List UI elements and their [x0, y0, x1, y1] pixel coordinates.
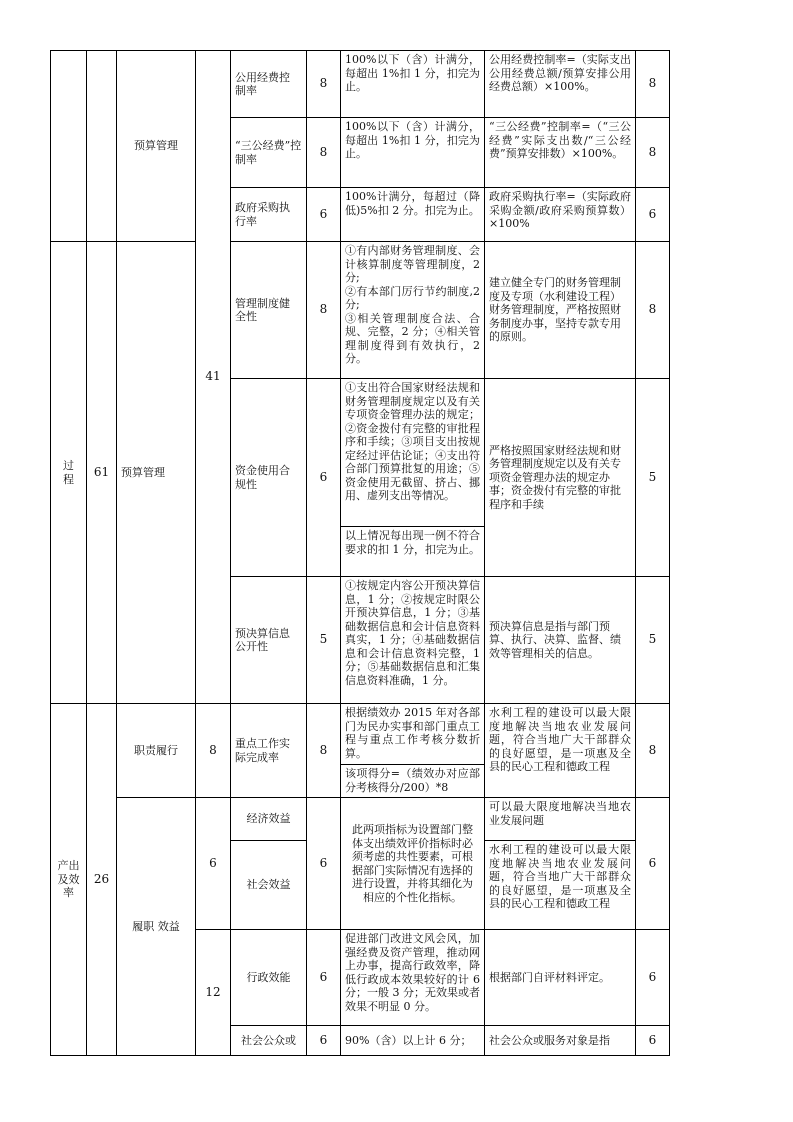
indicator-description: “三公经费”控制率=（“三公经费”实际支出数/“三公经费”预算安排数）×100%。	[484, 117, 636, 188]
indicator-description: 根据部门自评材料评定。	[484, 929, 636, 1026]
level2-duty: 职责履行	[116, 703, 196, 798]
indicator-name: 预决算信息 公开性	[230, 576, 307, 704]
indicator-score: 8	[306, 117, 341, 188]
indicator-score: 6	[306, 187, 341, 242]
indicator-criteria: 根据绩效办 2015 年对各部门为民办实事和部门重点工程与重点工作考核分数折算。	[340, 703, 485, 765]
indicator-name: 重点工作实 际完成率	[230, 703, 307, 798]
indicator-description: 水利工程的建设可以最大限度地解决当地农业发展问题，符合当地广大干部群众的良好愿望，是一项惠及全县的民心工程和德政工程	[484, 703, 636, 798]
indicator-score: 6	[306, 929, 341, 1026]
level1-score-output: 26	[86, 703, 117, 1056]
indicator-description: 社会公众或服务对象是指	[484, 1025, 636, 1056]
indicator-score: 8	[306, 50, 341, 118]
indicator-name: 行政效能	[230, 929, 307, 1026]
indicator-weight: 5	[635, 378, 670, 577]
indicator-name: 公用经费控 制率	[230, 50, 307, 118]
indicator-name: 社会公众或	[230, 1025, 307, 1056]
indicator-score: 5	[306, 576, 341, 704]
indicator-criteria: ①有内部财务管理制度、会计核算制度等管理制度，2 分; ②有本部门厉行节约制度,2 分; ③相关管理制度合法、合规、完整，2 分；④相关管理制度得到有效执行，2 分。	[340, 241, 485, 379]
indicator-description: 预决算信息是指与部门预算、执行、决算、监督、绩效等管理相关的信息。	[484, 576, 636, 704]
indicator-weight: 6	[635, 1025, 670, 1056]
indicator-description: 建立健全专门的财务管理制度及专项（水利建设工程）财务管理制度，严格按照财务制度办事，坚持专款专用的原则。	[484, 241, 636, 379]
indicator-description: 公用经费控制率=（实际支出公用经费总额/预算安排公用经费总额）×100%。	[484, 50, 636, 118]
indicator-name: 资金使用合 规性	[230, 378, 307, 577]
indicator-criteria: 此两项指标为设置部门整体支出绩效评价指标时必须考虑的共性要素，可根据部门实际情况有选择的进行设置，并将其细化为相应的个性化指标。	[340, 797, 485, 930]
indicator-description: 政府采购执行率=（实际政府采购金额/政府采购预算数）×100%	[484, 187, 636, 242]
indicator-score: 8	[306, 703, 341, 798]
indicator-weight: 5	[635, 576, 670, 704]
indicator-name: “三公经费”控制率	[230, 117, 307, 188]
indicator-criteria: 100%以下（含）计满分，每超出 1%扣 1 分，扣完为止。	[340, 117, 485, 188]
level2-budget-mid: 预算管理	[116, 241, 196, 704]
indicator-name: 政府采购执 行率	[230, 187, 307, 242]
indicator-criteria: 促进部门改进文风会风，加强经费及资产管理，推动网上办事，提高行政效率，降低行政成本效果较好的计 6 分；一般 3 分；无效果或者效果不明显 0 分。	[340, 929, 485, 1026]
indicator-weight: 8	[635, 50, 670, 118]
indicator-weight: 8	[635, 241, 670, 379]
indicator-weight: 6	[635, 187, 670, 242]
indicator-description: 严格按照国家财经法规和财务管理制度规定以及有关专项资金管理办法的规定办事；资金拨付有完整的审批程序和手续	[484, 378, 636, 577]
indicator-score: 6	[306, 378, 341, 577]
indicator-score: 6	[306, 797, 341, 930]
level2-score-effect-b: 12	[195, 929, 231, 1056]
indicator-criteria: 90%（含）以上计 6 分；	[340, 1025, 485, 1056]
indicator-description: 水利工程的建设可以最大限度地解决当地农业发展问题，符合当地广大干部群众的良好愿望，是一项惠及全县的民心工程和德政工程	[484, 840, 636, 930]
indicator-criteria-extra: 以上情况每出现一例不符合要求的扣 1 分，扣完为止。	[340, 526, 485, 577]
level1-score-process: 61	[86, 241, 117, 704]
level2-score-budget: 41	[195, 50, 231, 704]
indicator-weight: 8	[635, 703, 670, 798]
indicator-description: 可以最大限度地解决当地农业发展问题	[484, 797, 636, 841]
level2-score-effect-a: 6	[195, 797, 231, 930]
indicator-name: 经济效益	[230, 797, 307, 841]
level2-budget-top: 预算管理	[116, 50, 196, 242]
level2-score-duty: 8	[195, 703, 231, 798]
indicator-weight: 6	[635, 929, 670, 1026]
level1-blank	[50, 50, 87, 242]
indicator-criteria: 100%以下（含）计满分，每超出 1%扣 1 分，扣完为止。	[340, 50, 485, 118]
indicator-criteria: 100%计满分，每超过（降低)5%扣 2 分。扣完为止。	[340, 187, 485, 242]
indicator-criteria: ①支出符合国家财经法规和财务管理制度规定以及有关专项资金管理办法的规定；②资金拨付有完整的审批程序和手续；③项目支出按规定经过评估论证；④支出符合部门预算批复的用途；⑤资金使用无截留、挤占、挪用、虚列支出等情况。	[340, 378, 485, 527]
indicator-name: 社会效益	[230, 840, 307, 930]
indicator-name: 管理制度健 全性	[230, 241, 307, 379]
level1-output: 产出 及效 率	[50, 703, 87, 1056]
indicator-weight: 8	[635, 117, 670, 188]
indicator-score: 8	[306, 241, 341, 379]
level2-effect: 履职 效益	[116, 797, 196, 1056]
indicator-criteria-extra: 该项得分=（绩效办对应部分考核得分/200）*8	[340, 764, 485, 798]
indicator-score: 6	[306, 1025, 341, 1056]
indicator-criteria: ①按规定内容公开预决算信息，1 分；②按规定时限公开预决算信息，1 分；③基础数据信息和会计信息资料真实，1 分；④基础数据信息和会计信息资料完整，1 分；⑤基础数据信息和汇集信息资料准确，1 分。	[340, 576, 485, 704]
level1-score-blank	[86, 50, 117, 242]
indicator-weight: 6	[635, 797, 670, 930]
level1-process: 过 程	[50, 241, 87, 704]
